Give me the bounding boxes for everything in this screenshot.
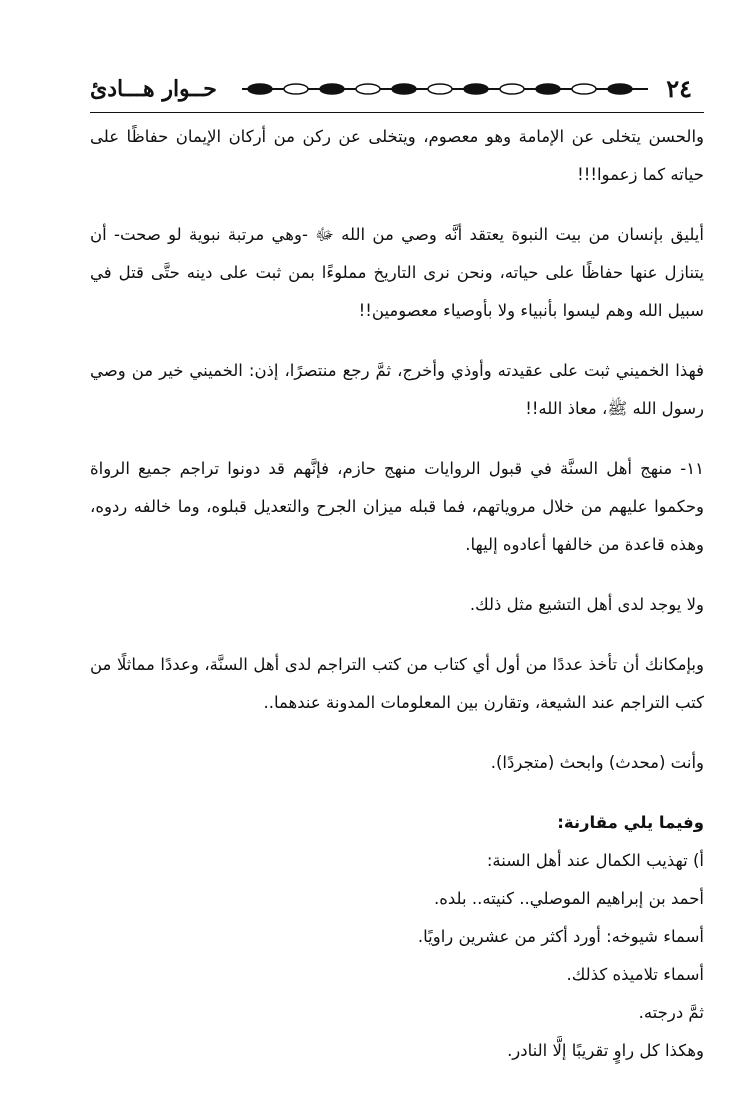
- header-rule: [90, 112, 704, 113]
- ornament-border-icon: [240, 78, 650, 100]
- page-number: ٢٤: [666, 74, 692, 103]
- body-text: [90, 118, 704, 1070]
- paragraph-4: ١١- منهج أهل السنَّة في قبول الروايات منهج حازم، فإنَّهم قد دونوا تراجم جميع الرواة وحكموا عليهم من خلال مروياتهم، فما قبله ميزان الجرح والتعديل قبلوه، وما خالفه ردوه، وهذه قاعدة من خالفها أعادوه إليها.: [90, 459, 704, 554]
- paragraph-gap: [90, 722, 704, 744]
- comparison-item: أسماء تلاميذه كذلك.: [566, 965, 704, 984]
- comparison-item: أ) تهذيب الكمال عند أهل السنة:: [486, 851, 704, 870]
- paragraph-5: ولا يوجد لدى أهل التشيع مثل ذلك.: [469, 595, 704, 614]
- paragraph-6: وبإمكانك أن تأخذ عددًا من أول أي كتاب من كتب التراجم لدى أهل السنَّة، وعددًا مماثلًا من كتب التراجم عند الشيعة، وتقارن بين المعلومات المدونة عندهما..: [90, 655, 704, 712]
- paragraph-gap: [90, 428, 704, 450]
- paragraph-1: والحسن يتخلى عن الإمامة وهو معصوم، ويتخلى عن ركن من أركان الإيمان حفاظًا على حياته كما زعموا!!!: [90, 127, 704, 184]
- comparison-item: ثمَّ درجته.: [638, 1003, 704, 1022]
- paragraph-gap: [90, 782, 704, 804]
- comparison-section: [90, 804, 704, 1070]
- paragraph-gap: [90, 564, 704, 586]
- page-header: [90, 72, 710, 106]
- paragraph-2: أيليق بإنسان من بيت النبوة يعتقد أنَّه وصي من الله ﷻ -وهي مرتبة نبوية لو صحت- أن يتنازل عنها حفاظًا على حياته، ونحن نرى التاريخ مملوءًا بمن ثبت على دينه حتَّى قتل في سبيل الله وهم ليسوا بأنبياء ولا بأوصياء معصومين!!: [90, 225, 704, 320]
- paragraph-gap: [90, 330, 704, 352]
- paragraph-7: وأنت (محدث) وابحث (متجردًا).: [490, 753, 704, 772]
- paragraph-gap: [90, 624, 704, 646]
- comparison-item: أسماء شيوخه: أورد أكثر من عشرين راويًا.: [417, 927, 704, 946]
- comparison-heading: وفيما يلي مقارنة:: [557, 813, 704, 832]
- comparison-item: وهكذا كل راوٍ تقريبًا إلَّا النادر.: [507, 1041, 704, 1060]
- running-title: حــوار هـــادئ: [90, 76, 217, 102]
- paragraph-3: فهذا الخميني ثبت على عقيدته وأوذي وأخرج، ثمَّ رجع منتصرًا، إذن: الخميني خير من وصي رسول الله ﷺ، معاذ الله!!: [90, 361, 704, 418]
- paragraph-gap: [90, 194, 704, 216]
- comparison-item: أحمد بن إبراهيم الموصلي.. كنيته.. بلده.: [433, 889, 704, 908]
